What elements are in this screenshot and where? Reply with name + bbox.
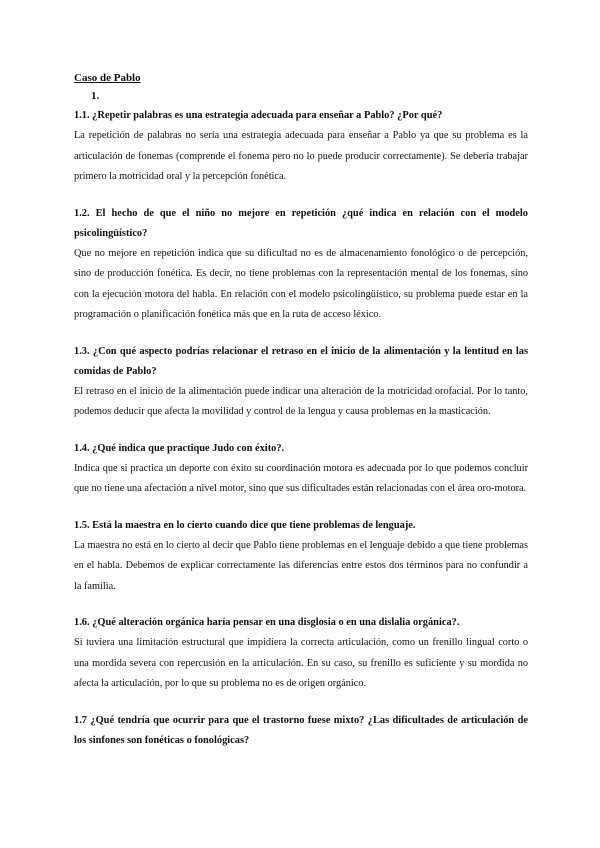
question-heading: 1.4. ¿Qué indica que practique Judo con éxito?. xyxy=(74,442,285,454)
section-1-3 xyxy=(74,342,528,423)
section-1-2 xyxy=(74,204,528,326)
question-heading: 1.3. ¿Con qué aspecto podrías relacionar el retraso en el inicio de la alimentación y la lentitud en las comidas de Pablo? xyxy=(74,345,528,377)
answer-paragraph: La repetición de palabras no sería una estrategia adecuada para enseñar a Pablo ya que su problema es la articulación de fonemas (comprende el fonema pero no lo puede producir correctamente). Se debería trabajar primero la motricidad oral y la percepción fonética. xyxy=(74,130,528,182)
question-heading: 1.1. ¿Repetir palabras es una estrategia adecuada para enseñar a Pablo? ¿Por qué? xyxy=(74,110,443,121)
answer-paragraph: El retraso en el inicio de la alimentación puede indicar una alteración de la motricidad orofacial. Por lo tanto, podemos deducir que afecta la movilidad y control de la lengua y causa problemas en la masticación. xyxy=(74,385,528,417)
question-heading: 1.7 ¿Qué tendría que ocurrir para que el trastorno fuese mixto? ¿Las dificultades de articulación de los sinfones son fonéticas o fonológicas? xyxy=(74,714,528,746)
question-heading: 1.5. Está la maestra en lo cierto cuando dice que tiene problemas de lenguaje. xyxy=(74,519,416,531)
document-page xyxy=(74,70,528,767)
list-number: 1. xyxy=(91,90,100,102)
section-1-6 xyxy=(74,613,528,695)
question-heading: 1.2. El hecho de que el niño no mejore en repetición ¿qué indica en relación con el modelo psicolingüístico? xyxy=(74,207,528,239)
answer-paragraph: Indica que si practica un deporte con éxito su coordinación motora es adecuada por lo que podemos concluir que no tiene una afectación a nivel motor, sino que sus dificultades están relacionadas con el área oro-motora. xyxy=(74,462,528,494)
answer-paragraph: La maestra no está en lo cierto al decir que Pablo tiene problemas en el lenguaje debido a que tiene problemas en el habla. Debemos de explicar correctamente las diferencias entre estos dos términos para no confundir a la familia. xyxy=(74,539,528,592)
section-1-7 xyxy=(74,711,528,751)
document-title: Caso de Pablo xyxy=(74,72,141,84)
section-1-1 xyxy=(74,106,528,188)
answer-paragraph: Que no mejore en repetición indica que su dificultad no es de almacenamiento fonológico o de percepción, sino de producción fonética. Es decir, no tiene problemas con la representación mental de los fonemas, sino con la ejecución motora del habla. En relación con el modelo psicolingüístico, su problema puede estar en la programación o planificación fonética más que en la ruta de acceso léxico. xyxy=(74,247,528,320)
section-1-4 xyxy=(74,439,528,500)
question-heading: 1.6. ¿Qué alteración orgánica haría pensar en una disglosia o en una dislalia orgánica?. xyxy=(74,617,460,628)
answer-paragraph: Si tuviera una limitación estructural que impidiera la correcta articulación, como un frenillo lingual corto o una mordida severa con repercusión en la articulación. En su caso, su frenillo es suficiente y su mordida no afecta la articulación, por lo que su problema no es de origen orgánico. xyxy=(74,637,528,689)
section-1-5 xyxy=(74,516,528,598)
